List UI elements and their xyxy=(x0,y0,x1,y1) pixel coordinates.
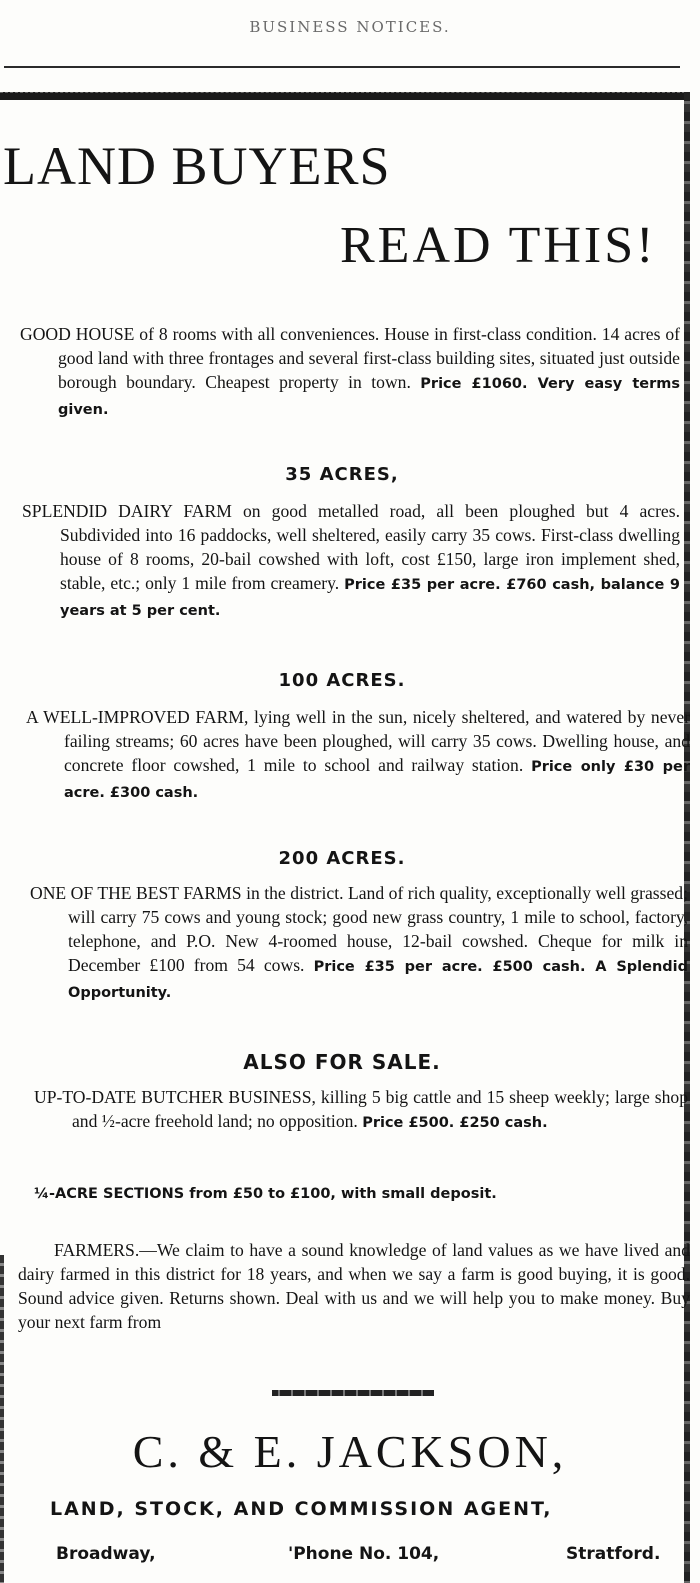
section-heading-35-acres: 35 ACRES, xyxy=(285,464,399,485)
listing-dairy-farm xyxy=(22,499,680,623)
section-heading-also-for-sale: ALSO FOR SALE. xyxy=(243,1050,441,1074)
listing-text: UP-TO-DATE BUTCHER BUSINESS, killing 5 big cattle and 15 sheep weekly; large shop and ½-acre freehold land; no opposition. xyxy=(34,1087,688,1131)
listing-price: Price £35 per acre. £500 cash. A Splendid Opportunity. xyxy=(68,959,688,1001)
listing-improved-farm xyxy=(26,705,690,805)
listing-price: Price only £30 per acre. £300 cash. xyxy=(64,759,690,801)
listing-best-farm xyxy=(30,881,688,1005)
listing-price: Price £35 per acre. £760 cash, balance 9 years at 5 per cent. xyxy=(60,577,680,619)
acre-sections-notice: ¼-ACRE SECTIONS from £50 to £100, with small deposit. xyxy=(34,1186,497,1202)
listing-good-house xyxy=(20,322,680,422)
headline-land-buyers: LAND BUYERS xyxy=(3,136,391,196)
listing-text: GOOD HOUSE of 8 rooms with all conveniences. House in first-class condition. 14 acres of good land with three frontages and several first-class building sites, situated just outside borough boundary. Cheapest property in town. xyxy=(20,324,680,392)
listing-text: ONE OF THE BEST FARMS in the district. Land of rich quality, exceptionally well grassed; will carry 75 cows and young stock; good new grass country, 1 mile to school, factory, telephone, and P.O. New 4-roomed house, 12-bail cowshed. Cheque for milk in December £100 from 54 cows. xyxy=(30,883,688,975)
firm-role: LAND, STOCK, AND COMMISSION AGENT, xyxy=(50,1498,553,1520)
border-top xyxy=(0,92,690,100)
firm-name: C. & E. JACKSON, xyxy=(132,1426,568,1477)
header-rule xyxy=(4,66,680,68)
listing-price: Price £500. £250 cash. xyxy=(362,1115,548,1131)
border-left xyxy=(0,1255,4,1583)
section-heading-100-acres: 100 ACRES. xyxy=(278,670,406,691)
farmers-paragraph: FARMERS.—We claim to have a sound knowledge of land values as we have lived and dairy farmed in this district for 18 years, and when we say a farm is good buying, it is good. Sound advice given. Returns shown. Deal with us and we will help you to make money. Buy your next farm from xyxy=(18,1240,690,1332)
address-town: Stratford. xyxy=(566,1544,661,1564)
running-head: BUSINESS NOTICES. xyxy=(249,18,451,36)
border-right xyxy=(684,92,690,1583)
address-street: Broadway, xyxy=(56,1544,156,1564)
listing-text: A WELL-IMPROVED FARM, lying well in the sun, nicely sheltered, and watered by never failing streams; 60 acres have been ploughed, will carry 35 cows. Dwelling house, and concrete floor cowshed, 1 mile to school and railway station. xyxy=(26,707,690,775)
section-heading-200-acres: 200 ACRES. xyxy=(278,848,406,869)
address-phone: 'Phone No. 104, xyxy=(288,1544,440,1564)
listing-butcher-business xyxy=(34,1085,688,1135)
ornament-rule xyxy=(272,1390,434,1396)
listing-text: SPLENDID DAIRY FARM on good metalled road, all been ploughed but 4 acres. Subdivided into 16 paddocks, well sheltered, easily carry 35 cows. First-class dwelling house of 8 rooms, 20-bail cowshed with loft, cost £150, large iron implement shed, stable, etc.; only 1 mile from creamery. xyxy=(22,501,680,593)
listing-price: Price £1060. Very easy terms given. xyxy=(58,376,680,418)
headline-read-this: READ THIS! xyxy=(340,217,657,274)
